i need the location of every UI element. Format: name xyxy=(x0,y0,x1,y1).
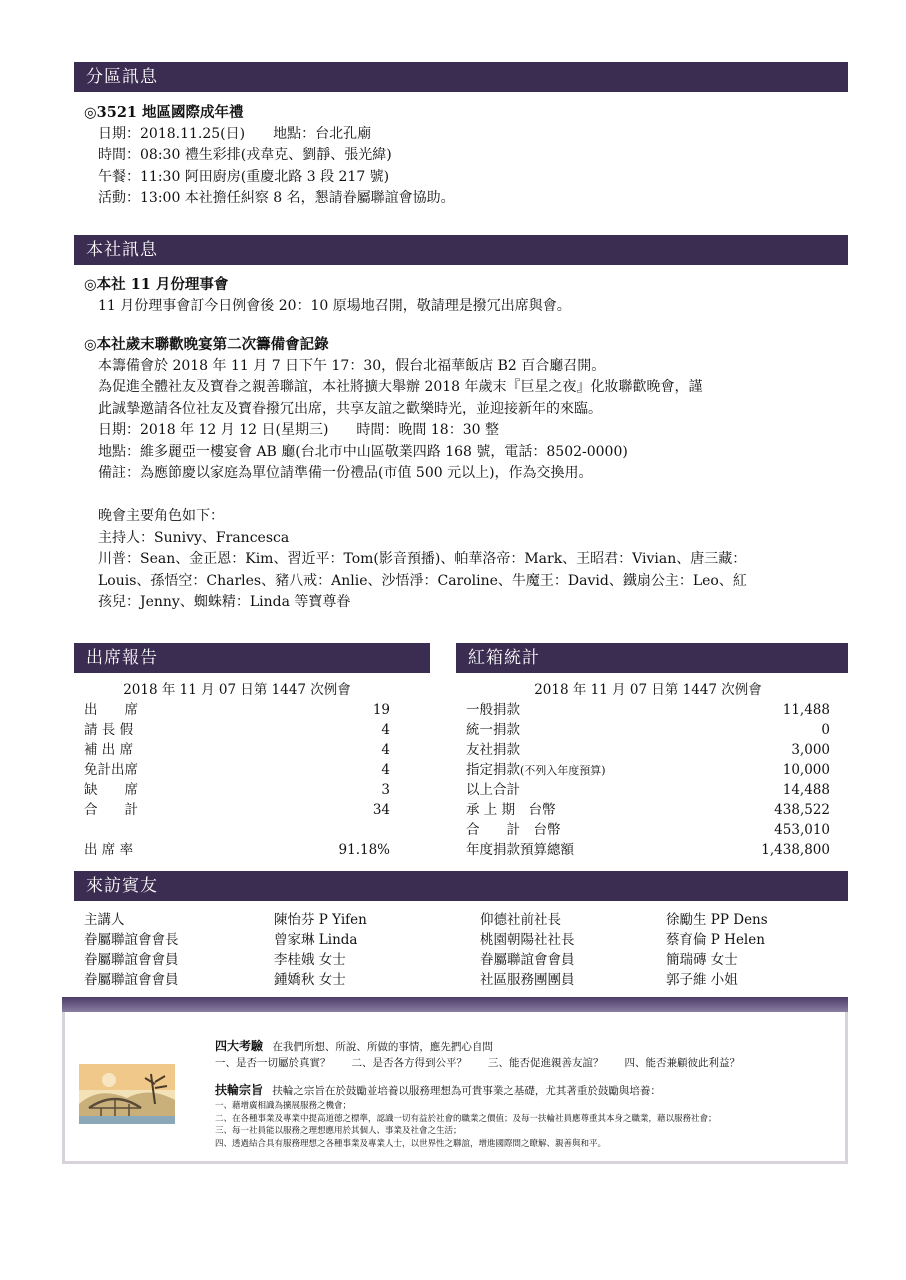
donation-value: 438,522 xyxy=(774,802,830,818)
footer-box xyxy=(62,1012,848,1164)
visitor-name: 陳怡芬 P Yifen xyxy=(274,912,367,928)
party-line: 為促進全體社友及寶眷之親善聯誼，本社將擴大舉辦 2018 年歲末『巨星之夜』化妝聯歡晚會，謹 xyxy=(98,379,703,395)
visitor-title: 社區服務團團員 xyxy=(480,972,575,988)
visitor-row xyxy=(84,970,804,990)
board-meeting-line: 11 月份理事會訂今日例會後 20：10 原場地召開，敬請理是撥冗出席與會。 xyxy=(98,297,571,314)
attendance-label: 免計出席 xyxy=(84,762,138,778)
visitor-name: 蔡育倫 P Helen xyxy=(666,932,765,948)
visitor-row xyxy=(84,910,804,930)
purpose-item: 三、每一社員能以服務之理想應用於其個人、事業及社會之生活； xyxy=(215,1126,462,1136)
party-meeting-title: ◎本社歲末聯歡晚宴第二次籌備會記錄 xyxy=(84,336,329,353)
attendance-section-header: 出席報告 xyxy=(74,643,430,673)
attendance-row xyxy=(84,740,390,760)
four-way-test-items: 一、是否一切屬於真實？ 二、是否各方得到公平？ 三、能否促進親善友誼？ 四、能否兼顧彼此利益？ xyxy=(215,1057,740,1069)
club-meeting-section xyxy=(84,274,844,317)
attendance-value: 3 xyxy=(381,782,390,798)
attendance-value: 34 xyxy=(372,802,390,818)
visitor-title: 眷屬聯誼會會員 xyxy=(84,952,179,968)
visitor-name: 徐勵生 PP Dens xyxy=(666,912,768,928)
district-line: 午餐：11:30 阿田廚房(重慶北路 3 段 217 號) xyxy=(98,168,390,185)
attendance-rate-row xyxy=(84,840,390,860)
rotary-purpose-list xyxy=(215,1100,717,1150)
purpose-item: 二、在各種事業及專業中提高道德之標準，認識一切有益於社會的職業之價值；及每一扶輪社員應尊重其本身之職業，藉以服務社會； xyxy=(215,1113,717,1124)
donation-label: 合 計 台幣 xyxy=(466,822,561,838)
party-line: 備註：為應節慶以家庭為單位請準備一份禮品(市值 500 元以上)，作為交換用。 xyxy=(98,465,593,481)
club-section-header: 本社訊息 xyxy=(74,235,848,265)
donation-value: 1,438,800 xyxy=(761,842,830,858)
rotary-purpose-title: 扶輪宗旨 xyxy=(215,1083,264,1097)
attendance-row xyxy=(84,780,390,800)
donation-value: 3,000 xyxy=(791,742,830,758)
visitor-title: 眷屬聯誼會會長 xyxy=(84,932,179,948)
visitor-name: 鍾嬌秋 女士 xyxy=(274,972,346,988)
donation-row xyxy=(466,720,830,740)
donation-row xyxy=(466,740,830,760)
donation-value: 453,010 xyxy=(774,822,830,838)
attendance-rate-value: 91.18% xyxy=(338,842,390,858)
party-line: 晚會主要角色如下： xyxy=(98,508,224,524)
attendance-date: 2018 年 11 月 07 日第 1447 次例會 xyxy=(123,682,351,698)
four-way-test-title: 四大考驗 xyxy=(215,1039,264,1053)
district-section-header: 分區訊息 xyxy=(74,62,848,92)
donation-value: 10,000 xyxy=(782,762,830,778)
rotary-purpose-subtitle: 扶輪之宗旨在於鼓勵並培養以服務理想為可貴事業之基礎，尤其著重於鼓勵與培養： xyxy=(272,1085,661,1097)
district-line: 日期：2018.11.25(日) 地點：台北孔廟 xyxy=(98,125,372,142)
donation-row xyxy=(466,800,830,820)
visitor-title: 桃園朝陽社社長 xyxy=(480,932,575,948)
party-line: 日期：2018 年 12 月 12 日(星期三) 時間：晚間 18：30 整 xyxy=(98,422,499,438)
party-line: Louis、孫悟空：Charles、豬八戒：Anlie、沙悟淨：Caroline、牛魔王：David、鐵扇公主：Leo、紅 xyxy=(98,572,747,589)
attendance-label: 合 計 xyxy=(84,802,138,818)
district-line: 活動：13:00 本社擔任糾察 8 名，懇請眷屬聯誼會協助。 xyxy=(98,190,455,206)
attendance-row xyxy=(84,760,390,780)
attendance-value: 4 xyxy=(381,742,390,758)
party-line: 主持人：Sunivy、Francesca xyxy=(98,529,290,546)
four-way-test-header xyxy=(215,1038,493,1055)
purpose-item: 一、藉增廣相識為擴展服務之機會； xyxy=(215,1101,352,1111)
donation-row xyxy=(466,840,830,860)
four-way-test-subtitle: 在我們所想、所說、所做的事情，應先捫心自問 xyxy=(272,1041,493,1053)
party-line: 此誠摯邀請各位社友及寶眷撥冗出席，共享友誼之歡樂時光，並迎接新年的來臨。 xyxy=(98,400,602,417)
bridge-illustration-icon xyxy=(79,1064,175,1124)
donation-label: 統一捐款 xyxy=(466,722,520,738)
district-line: 時間：08:30 禮生彩排(戎韋克、劉靜、張光緯) xyxy=(98,147,392,163)
donation-row xyxy=(466,820,830,840)
footer-gradient-bar xyxy=(62,997,848,1013)
donation-row xyxy=(466,700,830,720)
party-line: 本籌備會於 2018 年 11 月 7 日下午 17：30，假台北福華飯店 B2 百合廳召開。 xyxy=(98,357,606,374)
attendance-label: 補 出 席 xyxy=(84,742,134,758)
visitor-title: 眷屬聯誼會會員 xyxy=(84,972,179,988)
visitor-title: 仰德社前社長 xyxy=(480,912,561,928)
donation-label: 年度捐款預算總額 xyxy=(466,842,574,858)
rotary-purpose-header xyxy=(215,1082,661,1099)
attendance-row xyxy=(84,800,390,820)
attendance-value: 19 xyxy=(372,702,390,718)
district-section xyxy=(84,102,844,210)
attendance-table xyxy=(84,680,390,860)
donation-label xyxy=(466,760,606,780)
donation-value: 14,488 xyxy=(782,782,830,798)
donation-section-header: 紅箱統計 xyxy=(456,643,848,673)
donation-label: 一般捐款 xyxy=(466,702,520,718)
board-meeting-title: ◎本社 11 月份理事會 xyxy=(84,276,229,293)
donation-row xyxy=(466,780,830,800)
purpose-item: 四、透過結合具有服務理想之各種事業及專業人士，以世界性之聯誼，增進國際間之瞭解、親善與和平。 xyxy=(215,1138,607,1149)
party-line: 川普：Sean、金正恩：Kim、習近平：Tom(影音預播)、帕華洛帝：Mark、王昭君：Vivian、唐三藏： xyxy=(98,551,747,567)
donation-label: 以上合計 xyxy=(466,782,520,798)
donation-label: 承 上 期 台幣 xyxy=(466,802,556,818)
donation-label-text: 指定捐款 xyxy=(466,762,520,778)
visitor-name: 郭子維 小姐 xyxy=(666,972,738,988)
donation-date: 2018 年 11 月 07 日第 1447 次例會 xyxy=(534,682,762,698)
attendance-row xyxy=(84,720,390,740)
donation-value: 11,488 xyxy=(782,702,830,718)
visitor-row xyxy=(84,950,804,970)
visitor-name: 李桂娥 女士 xyxy=(274,952,346,968)
party-line: 地點：維多麗亞一樓宴會 AB 廳(台北市中山區敬業四路 168 號，電話：8502-0000) xyxy=(98,443,628,460)
visitor-name: 曾家琳 Linda xyxy=(274,932,358,948)
attendance-value: 4 xyxy=(381,762,390,778)
visitor-title: 主講人 xyxy=(84,912,125,928)
donation-note: (不列入年度預算) xyxy=(520,764,606,777)
donation-label: 友社捐款 xyxy=(466,742,520,758)
donation-row xyxy=(466,760,830,780)
attendance-label: 出 席 xyxy=(84,702,138,718)
attendance-rate-label: 出 席 率 xyxy=(84,842,134,858)
party-line xyxy=(84,485,844,507)
visitors-table xyxy=(84,910,804,990)
district-event-title: ◎3521 地區國際成年禮 xyxy=(84,104,244,121)
visitors-section-header: 來訪賓友 xyxy=(74,871,848,901)
club-party-section xyxy=(84,334,844,614)
attendance-value: 4 xyxy=(381,722,390,738)
visitor-title: 眷屬聯誼會會員 xyxy=(480,952,575,968)
attendance-label: 缺 席 xyxy=(84,782,138,798)
donation-value: 0 xyxy=(821,722,830,738)
donation-table xyxy=(466,680,830,860)
attendance-label: 請 長 假 xyxy=(84,722,134,738)
visitor-row xyxy=(84,930,804,950)
attendance-row xyxy=(84,700,390,720)
party-line: 孩兒：Jenny、蜘蛛精：Linda 等寶尊眷 xyxy=(98,594,351,610)
visitor-name: 簡瑞磚 女士 xyxy=(666,952,738,968)
